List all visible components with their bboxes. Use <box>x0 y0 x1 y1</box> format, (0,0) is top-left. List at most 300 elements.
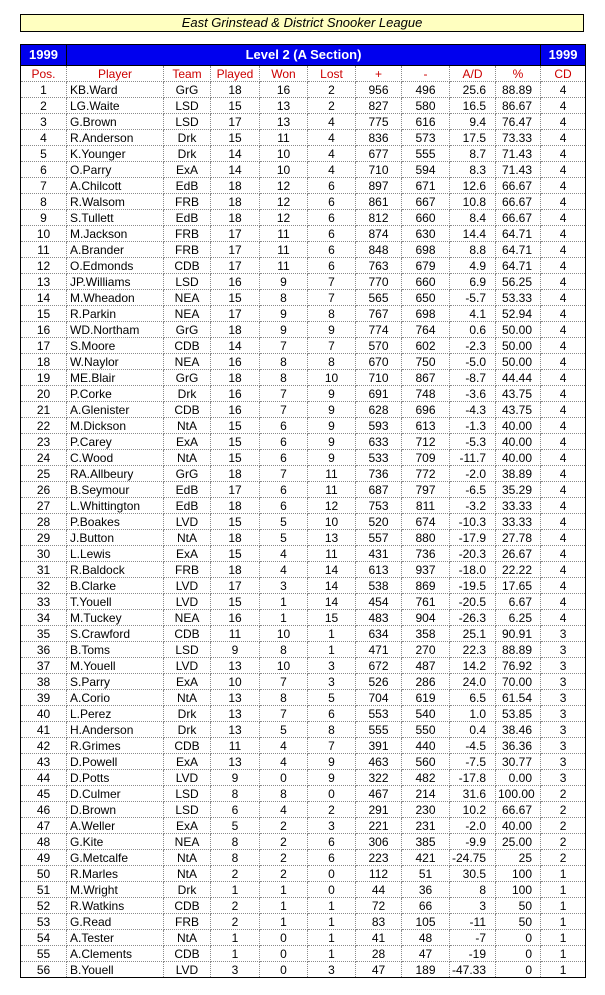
cell-percent: 43.75 <box>496 402 541 418</box>
table-row <box>21 690 586 706</box>
table-row <box>21 306 586 322</box>
cell-minus: 937 <box>402 562 450 578</box>
cell-pos: 14 <box>21 290 67 306</box>
cell-played: 11 <box>211 738 260 754</box>
cell-plus: 520 <box>356 514 402 530</box>
cell-pos: 47 <box>21 818 67 834</box>
cell-played: 17 <box>211 578 260 594</box>
cell-minus: 105 <box>402 914 450 930</box>
cell-minus: 761 <box>402 594 450 610</box>
table-row <box>21 114 586 130</box>
cell-cd: 4 <box>541 130 586 146</box>
table-row <box>21 914 586 930</box>
cell-minus: 189 <box>402 962 450 978</box>
cell-lost: 9 <box>308 418 356 434</box>
col-header-won: Won <box>260 66 308 82</box>
cell-played: 9 <box>211 642 260 658</box>
cell-minus: 602 <box>402 338 450 354</box>
cell-team: EdB <box>164 498 211 514</box>
cell-cd: 4 <box>541 338 586 354</box>
cell-percent: 0 <box>496 946 541 962</box>
cell-player: R.Parkin <box>67 306 164 322</box>
cell-player: JP.Williams <box>67 274 164 290</box>
cell-plus: 322 <box>356 770 402 786</box>
cell-plus: 221 <box>356 818 402 834</box>
cell-cd: 3 <box>541 706 586 722</box>
cell-won: 13 <box>260 98 308 114</box>
cell-pos: 32 <box>21 578 67 594</box>
table-row <box>21 834 586 850</box>
cell-cd: 2 <box>541 802 586 818</box>
cell-team: GrG <box>164 466 211 482</box>
cell-minus: 772 <box>402 466 450 482</box>
cell-plus: 836 <box>356 130 402 146</box>
cell-plus: 454 <box>356 594 402 610</box>
cell-lost: 14 <box>308 562 356 578</box>
cell-plus: 956 <box>356 82 402 98</box>
cell-pos: 54 <box>21 930 67 946</box>
cell-team: ExA <box>164 162 211 178</box>
cell-ad: 10.8 <box>450 194 496 210</box>
col-header-played: Played <box>211 66 260 82</box>
cell-plus: 44 <box>356 882 402 898</box>
cell-cd: 3 <box>541 754 586 770</box>
cell-lost: 1 <box>308 930 356 946</box>
cell-team: LVD <box>164 594 211 610</box>
cell-team: LVD <box>164 658 211 674</box>
cell-pos: 56 <box>21 962 67 978</box>
cell-lost: 4 <box>308 162 356 178</box>
cell-won: 9 <box>260 306 308 322</box>
cell-played: 17 <box>211 306 260 322</box>
cell-won: 6 <box>260 482 308 498</box>
cell-player: O.Edmonds <box>67 258 164 274</box>
cell-won: 8 <box>260 786 308 802</box>
cell-team: LSD <box>164 642 211 658</box>
cell-lost: 6 <box>308 834 356 850</box>
cell-lost: 5 <box>308 690 356 706</box>
cell-pos: 38 <box>21 674 67 690</box>
cell-won: 10 <box>260 658 308 674</box>
table-row <box>21 402 586 418</box>
table-row <box>21 962 586 978</box>
cell-played: 15 <box>211 130 260 146</box>
cell-played: 14 <box>211 162 260 178</box>
cell-lost: 1 <box>308 898 356 914</box>
cell-cd: 4 <box>541 242 586 258</box>
cell-player: B.Clarke <box>67 578 164 594</box>
cell-won: 10 <box>260 146 308 162</box>
cell-pos: 18 <box>21 354 67 370</box>
section-title: Level 2 (A Section) <box>67 45 541 66</box>
cell-plus: 677 <box>356 146 402 162</box>
cell-minus: 696 <box>402 402 450 418</box>
cell-minus: 230 <box>402 802 450 818</box>
cell-plus: 593 <box>356 418 402 434</box>
cell-team: NtA <box>164 866 211 882</box>
cell-lost: 1 <box>308 626 356 642</box>
cell-minus: 48 <box>402 930 450 946</box>
cell-plus: 291 <box>356 802 402 818</box>
cell-team: GrG <box>164 82 211 98</box>
cell-percent: 56.25 <box>496 274 541 290</box>
cell-player: M.Tuckey <box>67 610 164 626</box>
cell-percent: 50 <box>496 898 541 914</box>
cell-percent: 88.89 <box>496 642 541 658</box>
cell-ad: 6.5 <box>450 690 496 706</box>
cell-player: L.Lewis <box>67 546 164 562</box>
cell-plus: 691 <box>356 386 402 402</box>
cell-cd: 2 <box>541 818 586 834</box>
cell-played: 18 <box>211 322 260 338</box>
cell-plus: 538 <box>356 578 402 594</box>
cell-percent: 64.71 <box>496 242 541 258</box>
cell-played: 17 <box>211 242 260 258</box>
cell-ad: -9.9 <box>450 834 496 850</box>
cell-played: 18 <box>211 370 260 386</box>
cell-played: 8 <box>211 834 260 850</box>
cell-minus: 709 <box>402 450 450 466</box>
cell-won: 12 <box>260 178 308 194</box>
cell-plus: 83 <box>356 914 402 930</box>
cell-won: 5 <box>260 514 308 530</box>
cell-minus: 270 <box>402 642 450 658</box>
col-header-percent: % <box>496 66 541 82</box>
cell-plus: 753 <box>356 498 402 514</box>
cell-player: S.Tullett <box>67 210 164 226</box>
cell-played: 16 <box>211 354 260 370</box>
cell-percent: 50.00 <box>496 338 541 354</box>
cell-team: FRB <box>164 194 211 210</box>
cell-played: 6 <box>211 802 260 818</box>
cell-minus: 736 <box>402 546 450 562</box>
table-row <box>21 642 586 658</box>
cell-lost: 0 <box>308 866 356 882</box>
cell-cd: 1 <box>541 898 586 914</box>
cell-player: M.Wright <box>67 882 164 898</box>
cell-won: 12 <box>260 194 308 210</box>
cell-pos: 27 <box>21 498 67 514</box>
cell-plus: 555 <box>356 722 402 738</box>
cell-plus: 763 <box>356 258 402 274</box>
cell-percent: 70.00 <box>496 674 541 690</box>
cell-cd: 4 <box>541 514 586 530</box>
cell-percent: 66.67 <box>496 178 541 194</box>
cell-player: A.Brander <box>67 242 164 258</box>
cell-pos: 22 <box>21 418 67 434</box>
league-title: East Grinstead & District Snooker League <box>20 14 584 32</box>
cell-percent: 38.89 <box>496 466 541 482</box>
cell-player: D.Brown <box>67 802 164 818</box>
cell-ad: 4.9 <box>450 258 496 274</box>
cell-plus: 827 <box>356 98 402 114</box>
cell-minus: 51 <box>402 866 450 882</box>
cell-plus: 710 <box>356 370 402 386</box>
cell-plus: 672 <box>356 658 402 674</box>
cell-minus: 440 <box>402 738 450 754</box>
cell-team: NtA <box>164 530 211 546</box>
cell-minus: 482 <box>402 770 450 786</box>
cell-percent: 40.00 <box>496 434 541 450</box>
cell-played: 15 <box>211 290 260 306</box>
cell-minus: 750 <box>402 354 450 370</box>
table-row <box>21 866 586 882</box>
col-header-team: Team <box>164 66 211 82</box>
cell-pos: 39 <box>21 690 67 706</box>
cell-played: 13 <box>211 706 260 722</box>
cell-minus: 550 <box>402 722 450 738</box>
cell-player: KB.Ward <box>67 82 164 98</box>
cell-plus: 112 <box>356 866 402 882</box>
cell-player: R.Walsom <box>67 194 164 210</box>
col-header-player: Player <box>67 66 164 82</box>
cell-played: 16 <box>211 274 260 290</box>
cell-ad: 17.5 <box>450 130 496 146</box>
cell-pos: 19 <box>21 370 67 386</box>
cell-lost: 11 <box>308 482 356 498</box>
cell-minus: 286 <box>402 674 450 690</box>
cell-minus: 540 <box>402 706 450 722</box>
cell-ad: -20.3 <box>450 546 496 562</box>
table-row <box>21 82 586 98</box>
cell-ad: 8.3 <box>450 162 496 178</box>
cell-plus: 391 <box>356 738 402 754</box>
cell-ad: 4.1 <box>450 306 496 322</box>
cell-ad: -18.0 <box>450 562 496 578</box>
cell-won: 8 <box>260 642 308 658</box>
cell-player: A.Glenister <box>67 402 164 418</box>
cell-team: Drk <box>164 706 211 722</box>
cell-lost: 9 <box>308 386 356 402</box>
table-row <box>21 146 586 162</box>
cell-percent: 50 <box>496 914 541 930</box>
cell-team: GrG <box>164 370 211 386</box>
cell-team: NtA <box>164 450 211 466</box>
cell-ad: -19.5 <box>450 578 496 594</box>
cell-played: 16 <box>211 610 260 626</box>
league-table <box>20 44 586 978</box>
table-row <box>21 658 586 674</box>
cell-minus: 580 <box>402 98 450 114</box>
cell-percent: 71.43 <box>496 146 541 162</box>
cell-won: 9 <box>260 274 308 290</box>
cell-won: 3 <box>260 578 308 594</box>
cell-ad: -10.3 <box>450 514 496 530</box>
cell-plus: 223 <box>356 850 402 866</box>
cell-played: 10 <box>211 674 260 690</box>
cell-pos: 7 <box>21 178 67 194</box>
cell-played: 18 <box>211 530 260 546</box>
cell-won: 5 <box>260 530 308 546</box>
cell-percent: 0 <box>496 962 541 978</box>
table-row <box>21 754 586 770</box>
cell-pos: 23 <box>21 434 67 450</box>
cell-ad: -5.7 <box>450 290 496 306</box>
cell-plus: 565 <box>356 290 402 306</box>
cell-pos: 25 <box>21 466 67 482</box>
cell-team: LVD <box>164 770 211 786</box>
cell-plus: 861 <box>356 194 402 210</box>
col-header-cd: CD <box>541 66 586 82</box>
cell-percent: 0.00 <box>496 770 541 786</box>
cell-pos: 15 <box>21 306 67 322</box>
cell-team: CDB <box>164 258 211 274</box>
cell-won: 7 <box>260 402 308 418</box>
cell-plus: 774 <box>356 322 402 338</box>
cell-played: 18 <box>211 562 260 578</box>
col-header-pos: Pos. <box>21 66 67 82</box>
cell-pos: 5 <box>21 146 67 162</box>
cell-minus: 880 <box>402 530 450 546</box>
cell-cd: 4 <box>541 178 586 194</box>
cell-team: ExA <box>164 434 211 450</box>
cell-plus: 526 <box>356 674 402 690</box>
cell-lost: 11 <box>308 546 356 562</box>
cell-lost: 6 <box>308 706 356 722</box>
cell-team: Drk <box>164 882 211 898</box>
cell-player: D.Potts <box>67 770 164 786</box>
cell-player: R.Grimes <box>67 738 164 754</box>
cell-player: B.Toms <box>67 642 164 658</box>
cell-cd: 4 <box>541 226 586 242</box>
cell-played: 2 <box>211 866 260 882</box>
cell-won: 2 <box>260 866 308 882</box>
cell-cd: 2 <box>541 834 586 850</box>
cell-plus: 874 <box>356 226 402 242</box>
cell-lost: 6 <box>308 242 356 258</box>
cell-team: ExA <box>164 754 211 770</box>
cell-won: 9 <box>260 322 308 338</box>
table-row <box>21 498 586 514</box>
cell-ad: -3.2 <box>450 498 496 514</box>
cell-pos: 49 <box>21 850 67 866</box>
cell-won: 2 <box>260 834 308 850</box>
cell-ad: 8.8 <box>450 242 496 258</box>
cell-percent: 36.36 <box>496 738 541 754</box>
cell-player: P.Boakes <box>67 514 164 530</box>
cell-lost: 13 <box>308 530 356 546</box>
cell-player: G.Brown <box>67 114 164 130</box>
cell-played: 1 <box>211 930 260 946</box>
cell-minus: 358 <box>402 626 450 642</box>
cell-player: R.Watkins <box>67 898 164 914</box>
cell-won: 8 <box>260 370 308 386</box>
cell-ad: -11.7 <box>450 450 496 466</box>
cell-cd: 4 <box>541 306 586 322</box>
cell-ad: -26.3 <box>450 610 496 626</box>
cell-ad: -11 <box>450 914 496 930</box>
cell-team: FRB <box>164 562 211 578</box>
cell-cd: 4 <box>541 418 586 434</box>
cell-ad: -7 <box>450 930 496 946</box>
cell-percent: 66.67 <box>496 802 541 818</box>
cell-pos: 21 <box>21 402 67 418</box>
cell-player: G.Kite <box>67 834 164 850</box>
cell-played: 18 <box>211 82 260 98</box>
cell-plus: 897 <box>356 178 402 194</box>
table-row <box>21 178 586 194</box>
cell-percent: 100.00 <box>496 786 541 802</box>
table-row <box>21 98 586 114</box>
cell-plus: 431 <box>356 546 402 562</box>
cell-team: NEA <box>164 610 211 626</box>
cell-player: P.Corke <box>67 386 164 402</box>
cell-ad: 6.9 <box>450 274 496 290</box>
cell-cd: 4 <box>541 498 586 514</box>
cell-percent: 53.85 <box>496 706 541 722</box>
cell-played: 17 <box>211 258 260 274</box>
cell-cd: 1 <box>541 882 586 898</box>
cell-plus: 710 <box>356 162 402 178</box>
cell-player: A.Clements <box>67 946 164 962</box>
cell-ad: 22.3 <box>450 642 496 658</box>
cell-won: 2 <box>260 818 308 834</box>
cell-pos: 2 <box>21 98 67 114</box>
table-row <box>21 434 586 450</box>
cell-ad: 0.6 <box>450 322 496 338</box>
cell-ad: 9.4 <box>450 114 496 130</box>
cell-player: B.Youell <box>67 962 164 978</box>
cell-won: 8 <box>260 290 308 306</box>
cell-won: 7 <box>260 466 308 482</box>
cell-percent: 17.65 <box>496 578 541 594</box>
cell-percent: 66.67 <box>496 210 541 226</box>
cell-played: 18 <box>211 466 260 482</box>
cell-pos: 45 <box>21 786 67 802</box>
cell-lost: 6 <box>308 226 356 242</box>
cell-ad: 16.5 <box>450 98 496 114</box>
cell-minus: 555 <box>402 146 450 162</box>
table-row <box>21 626 586 642</box>
cell-team: ExA <box>164 674 211 690</box>
cell-minus: 421 <box>402 850 450 866</box>
cell-percent: 25 <box>496 850 541 866</box>
cell-played: 11 <box>211 626 260 642</box>
cell-pos: 3 <box>21 114 67 130</box>
cell-lost: 4 <box>308 146 356 162</box>
cell-percent: 66.67 <box>496 194 541 210</box>
cell-lost: 9 <box>308 434 356 450</box>
cell-won: 7 <box>260 386 308 402</box>
table-row <box>21 514 586 530</box>
cell-team: Drk <box>164 146 211 162</box>
cell-player: S.Parry <box>67 674 164 690</box>
cell-minus: 667 <box>402 194 450 210</box>
cell-player: LG.Waite <box>67 98 164 114</box>
table-row <box>21 562 586 578</box>
cell-ad: -17.9 <box>450 530 496 546</box>
cell-ad: -19 <box>450 946 496 962</box>
cell-played: 18 <box>211 210 260 226</box>
cell-team: EdB <box>164 210 211 226</box>
cell-minus: 231 <box>402 818 450 834</box>
cell-won: 1 <box>260 898 308 914</box>
cell-team: Drk <box>164 130 211 146</box>
cell-team: LSD <box>164 98 211 114</box>
table-row <box>21 370 586 386</box>
table-row <box>21 386 586 402</box>
cell-ad: -3.6 <box>450 386 496 402</box>
cell-played: 1 <box>211 882 260 898</box>
table-row <box>21 322 586 338</box>
cell-won: 11 <box>260 242 308 258</box>
cell-played: 15 <box>211 546 260 562</box>
cell-minus: 573 <box>402 130 450 146</box>
cell-percent: 25.00 <box>496 834 541 850</box>
cell-plus: 775 <box>356 114 402 130</box>
cell-percent: 52.94 <box>496 306 541 322</box>
cell-cd: 3 <box>541 658 586 674</box>
